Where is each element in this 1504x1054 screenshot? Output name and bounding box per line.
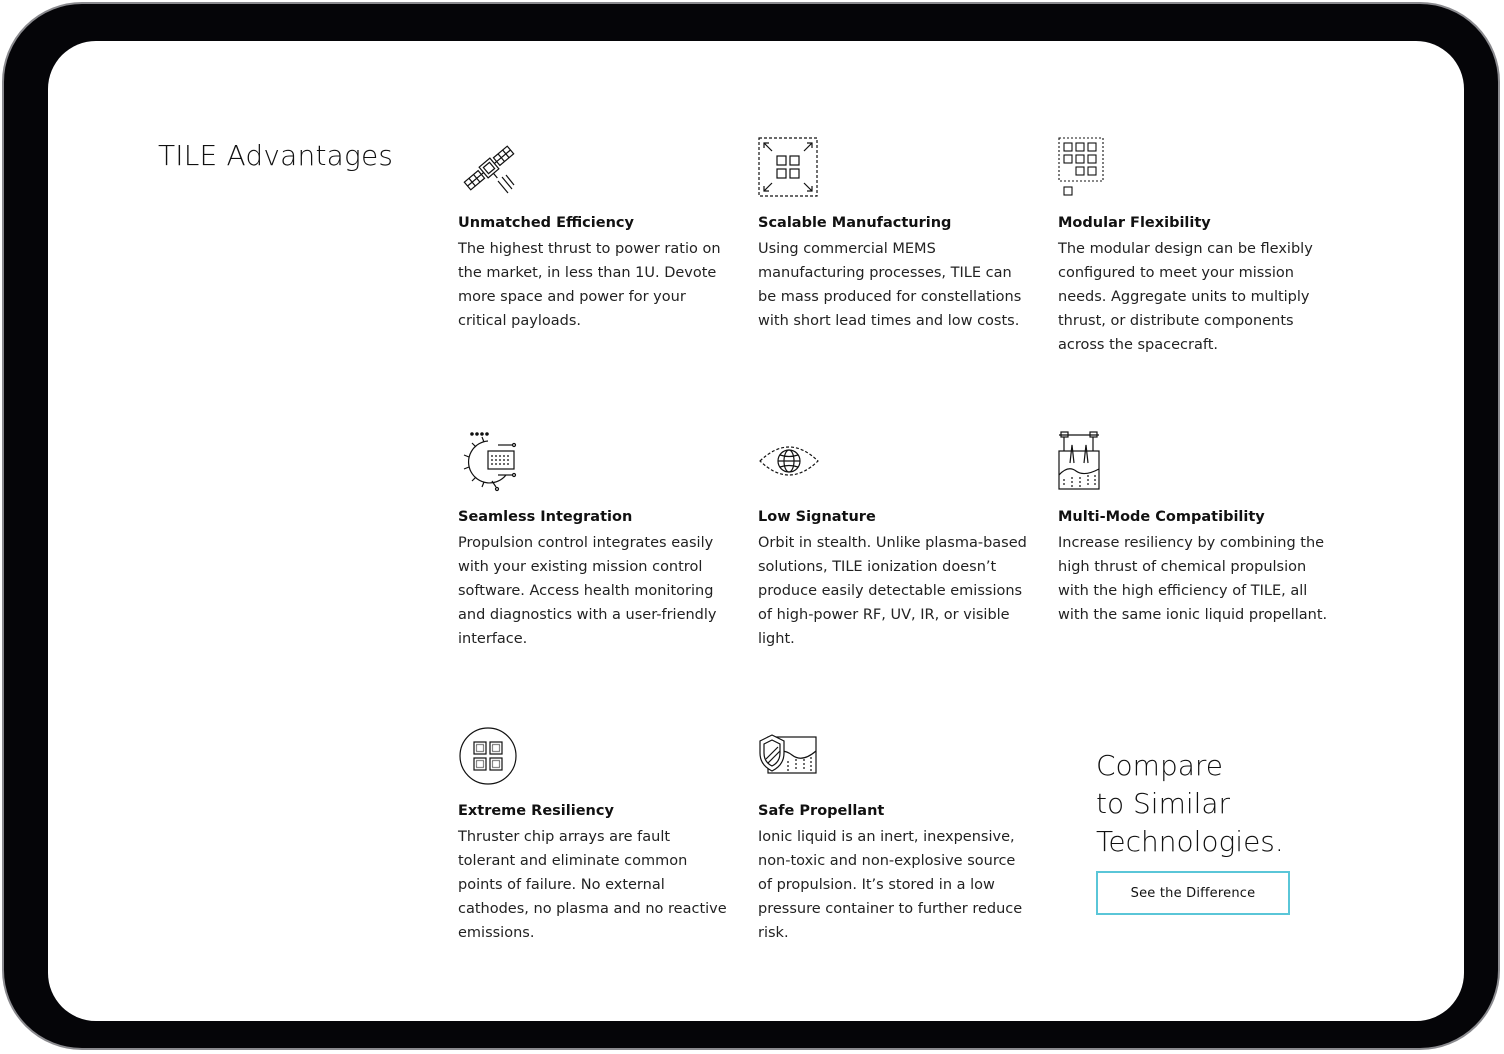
feature-description: Ionic liquid is an inert, inexpensive, non-toxic and non-explosive source of propulsion. It’s stored in a low pressure container to further reduce risk. — [758, 829, 1023, 941]
tablet-frame — [2, 2, 1500, 1050]
feature-description: Orbit in stealth. Unlike plasma-based solutions, TILE ionization doesn’t produce easily detectable emissions of high-power RF, UV, IR, or visible light. — [758, 535, 1027, 647]
feature-title: Multi-Mode Compatibility — [1058, 509, 1265, 525]
feature-multi-mode-compatibility — [1058, 431, 1330, 627]
feature-extreme-resiliency — [458, 725, 730, 945]
compare-line: to Similar — [1096, 787, 1231, 820]
feature-description: The highest thrust to power ratio on the market, in less than 1U. Devote more space and power for your critical payloads. — [458, 241, 721, 329]
shield-container-icon — [758, 725, 820, 787]
feature-title: Low Signature — [758, 509, 876, 525]
chip-array-circle-icon — [458, 725, 520, 787]
gear-chip-icon — [458, 431, 520, 493]
feature-seamless-integration — [458, 431, 730, 651]
compare-line: Technologies. — [1096, 825, 1284, 858]
multi-mode-thruster-icon — [1058, 431, 1120, 493]
feature-title: Safe Propellant — [758, 803, 885, 819]
feature-title: Extreme Resiliency — [458, 803, 614, 819]
feature-description: Propulsion control integrates easily with your existing mission control software. Access health monitoring and diagnostics with a user-friendly interface. — [458, 535, 717, 647]
feature-description: Thruster chip arrays are fault tolerant and eliminate common points of failure. No external cathodes, no plasma and no reactive emissions. — [458, 829, 727, 941]
feature-title: Modular Flexibility — [1058, 215, 1211, 231]
screen — [48, 41, 1464, 1021]
scale-expand-icon — [758, 137, 820, 199]
feature-title: Unmatched Efficiency — [458, 215, 634, 231]
feature-unmatched-efficiency — [458, 137, 730, 333]
compare-heading — [1096, 747, 1284, 861]
modular-grid-icon — [1058, 137, 1120, 199]
eye-globe-icon — [758, 431, 820, 493]
feature-scalable-manufacturing — [758, 137, 1030, 333]
feature-modular-flexibility — [1058, 137, 1330, 357]
feature-title: Seamless Integration — [458, 509, 633, 525]
compare-line: Compare — [1096, 749, 1224, 782]
feature-description: Using commercial MEMS manufacturing processes, TILE can be mass produced for constellations with short lead times and low costs. — [758, 241, 1022, 329]
feature-safe-propellant — [758, 725, 1030, 945]
feature-description: Increase resiliency by combining the high thrust of chemical propulsion with the high efficiency of TILE, all with the same ionic liquid propellant. — [1058, 535, 1328, 623]
section-title: TILE Advantages — [158, 139, 394, 172]
feature-title: Scalable Manufacturing — [758, 215, 952, 231]
feature-low-signature — [758, 431, 1030, 651]
see-the-difference-button[interactable]: See the Difference — [1096, 871, 1290, 915]
feature-description: The modular design can be flexibly configured to meet your mission needs. Aggregate units to multiply thrust, or distribute components across the spacecraft. — [1058, 241, 1313, 353]
satellite-icon — [458, 137, 520, 199]
